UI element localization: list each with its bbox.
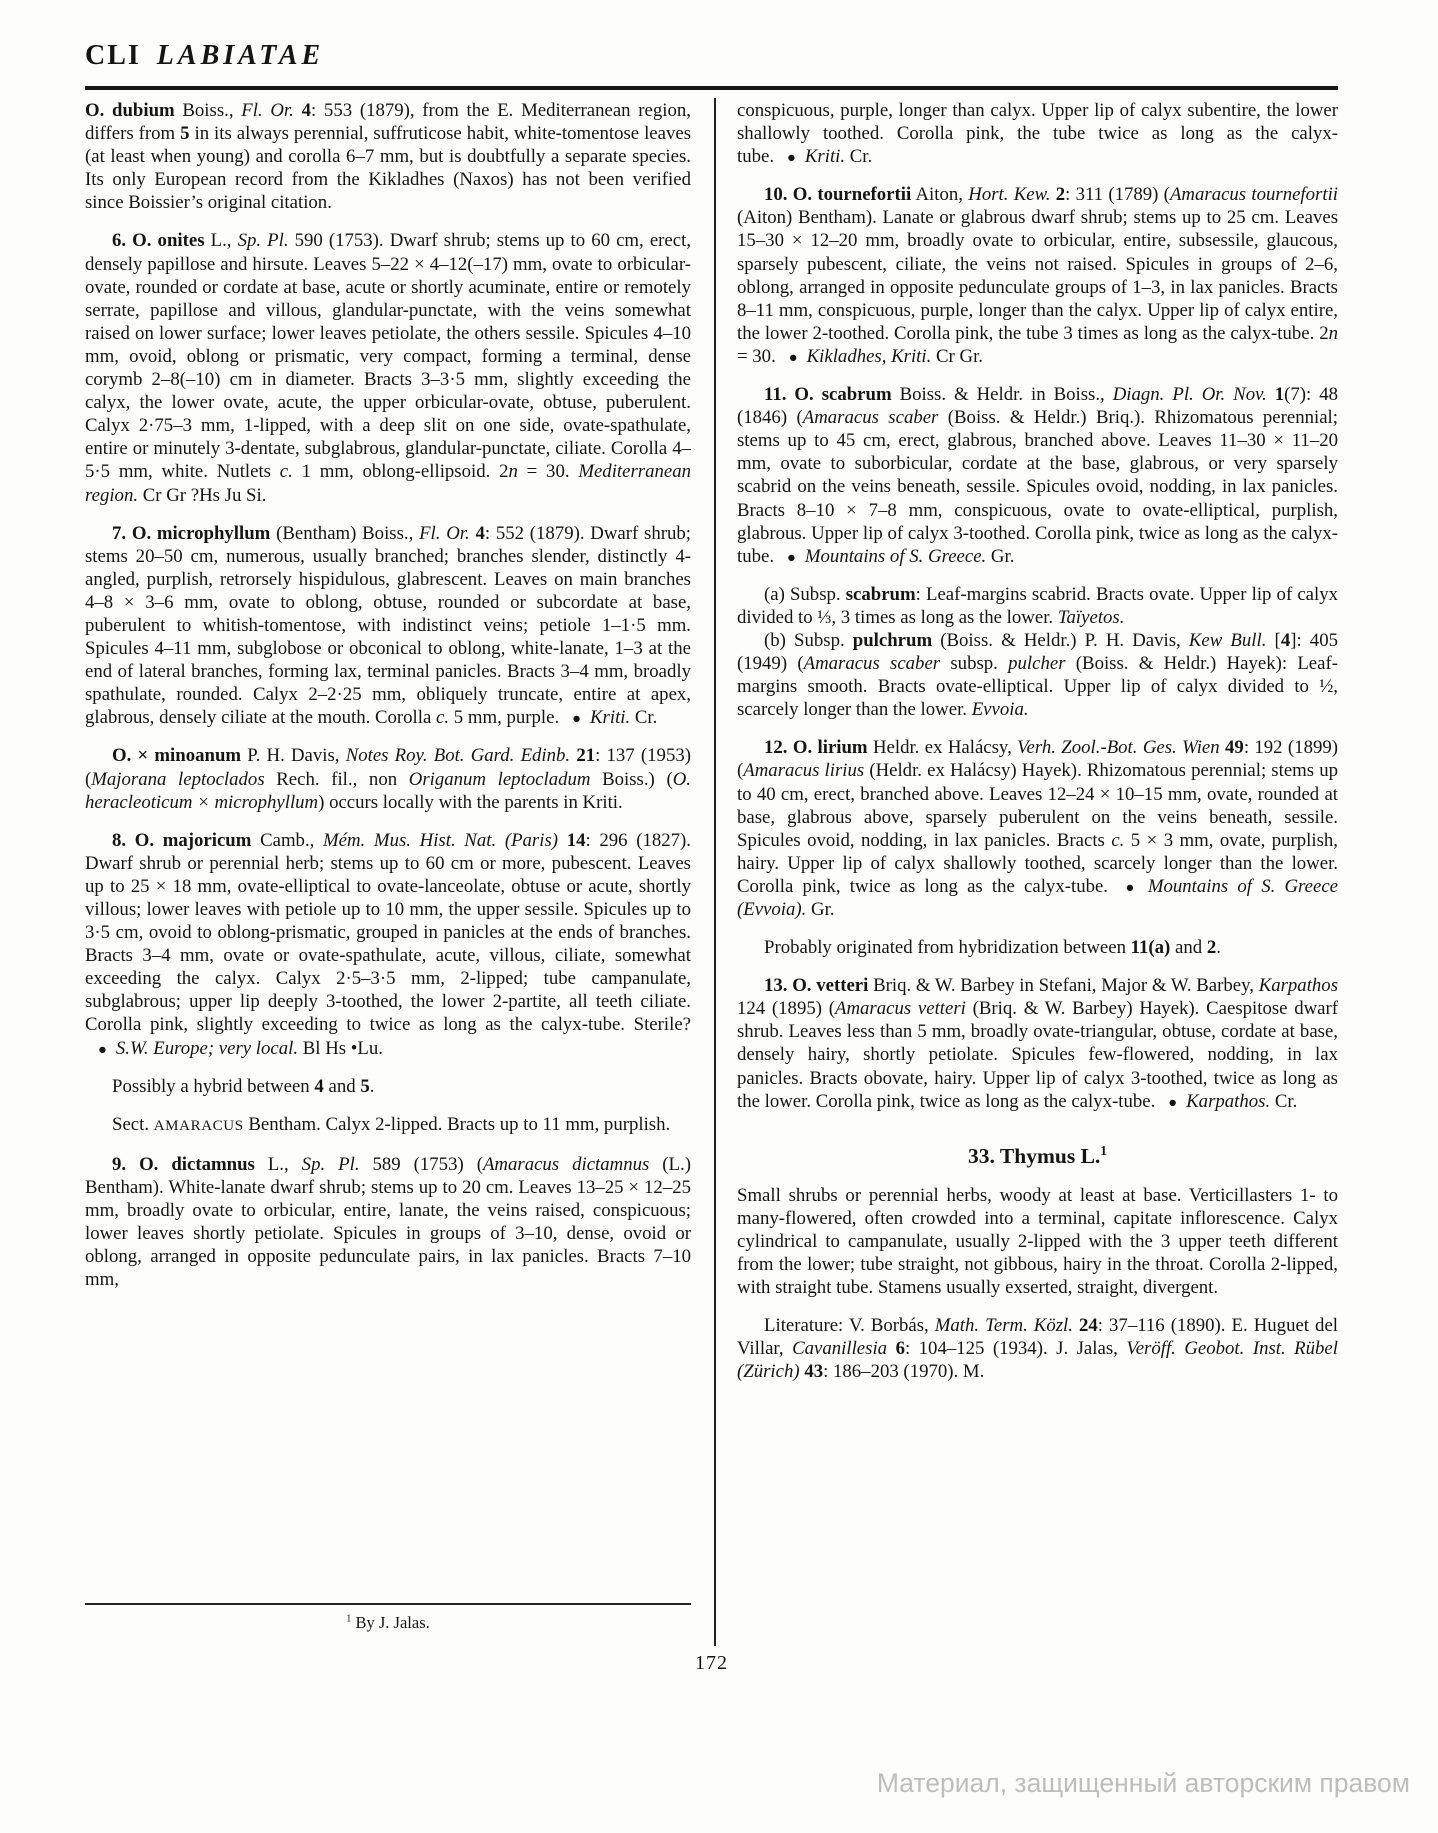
endemic-dot-symbol: ● bbox=[788, 349, 798, 366]
endemic-dot-symbol: ● bbox=[1121, 879, 1139, 896]
footnote bbox=[85, 1603, 691, 1647]
family-number: CLI bbox=[85, 40, 141, 71]
literature-paragraph: Literature: V. Borbás, Math. Term. Közl. 24: 37–116 (1890). E. Huguet del Villar, Cavanillesia 6: 104–125 (1934). J. Jalas, Veröff. Geobot. Inst. Rübel (Zürich) 43: 186–203 (1970). M. bbox=[737, 1315, 1338, 1383]
entry-o-dictamnus-continued: conspicuous, purple, longer than calyx. Upper lip of calyx subentire, the lower shallowly toothed. Corolla pink, the tube twice as long as the calyx-tube. ● Kriti. Cr. bbox=[737, 100, 1338, 168]
subsp-scabrum: (a) Subsp. scabrum: Leaf-margins scabrid. Bracts ovate. Upper lip of calyx divided to ⅓, 3 times as long as the lower. Taïyetos. bbox=[737, 583, 1338, 628]
entry-o-dictamnus: 9. O. dictamnus L., Sp. Pl. 589 (1753) (Amaracus dictamnus (L.) Bentham). White-lanate dwarf shrub; stems up to 20 cm. Leaves 13–25 × 12–25 mm, broadly ovate to orbicular, entire, lanate, the veins raised, conspicuous; lower leaves shortly petiolate. Spicules in groups of 3–10, dense, ovoid or oblong, arranged in opposite pedunculate pairs, in lax panicles. Bracts 7–10 mm, bbox=[85, 1153, 691, 1291]
footnote-text: By J. Jalas. bbox=[351, 1613, 430, 1632]
copyright-watermark: Материал, защищенный авторским правом bbox=[876, 1768, 1410, 1798]
genus-description-thymus: Small shrubs or perennial herbs, woody at least at base. Verticillasters 1- to many-flowered, often crowded into a terminal, capitate inflorescence. Calyx cylindrical to campanulate, usually 2-lipped with the 3 upper teeth different from the lower; tube straight, not gibbous, hairy in the throat. Corolla 2-lipped, with straight tube. Stamens usually exserted, straight, divergent. bbox=[737, 1184, 1338, 1299]
text-column-left bbox=[85, 99, 691, 1601]
footnote-marker: 1 bbox=[346, 1613, 352, 1625]
entry-o-microphyllum: 7. O. microphyllum (Bentham) Boiss., Fl. Or. 4: 552 (1879). Dwarf shrub; stems 20–50 cm, numerous, usually branched; branches slender, distinctly 4-angled, purplish, retrorsely hispidulous, glabrescent. Leaves on main branches 4–8 × 3–6 mm, ovate to oblong, obtuse, rounded or subcordate at base, puberulent to whitish-tomentose, with indistinct veins; petiole 1–1·5 mm. Spicules 4–11 mm, subglobose or obconical to oblong, white-lanate, 1–3 at the end of lateral branches, forming lax, terminal panicles. Bracts 3–4 mm, broadly spathulate, rounded. Calyx 2–2·25 mm, obliquely truncate, entire at apex, glabrous, densely ciliate at the mouth. Corolla c. 5 mm, purple. ● Kriti. Cr. bbox=[85, 522, 691, 729]
endemic-dot-symbol: ● bbox=[787, 549, 796, 566]
header-rule bbox=[85, 86, 1338, 90]
entry-o-onites: 6. O. onites L., Sp. Pl. 590 (1753). Dwarf shrub; stems up to 60 cm, erect, densely papillose and hirsute. Leaves 5–22 × 4–12(–17) mm, ovate to orbicular-ovate, rounded or cordate at base, acute or shortly acuminate, entire or remotely serrate, papillose and villous, glandular-punctate, with the veins somewhat raised on lower surface; lower leaves petiolate, the others sessile. Spicules 4–10 mm, ovoid, oblong or prismatic, very compact, forming a terminal, dense corymb 2–8(–10) cm in diameter. Bracts 3–3·5 mm, slightly exceeding the calyx, the lower ovate, acute, the upper orbicular-ovate, obtuse, puberulent. Calyx 2·75–3 mm, 1-lipped, with a deep slit on one side, ovate-spathulate, entire or minutely 3-dentate, subglabrous, glandular-punctate, ciliate. Corolla 4–5·5 mm, white. Nutlets c. 1 mm, oblong-ellipsoid. 2n = 30. Mediterranean region. Cr Gr ?Hs Ju Si. bbox=[85, 230, 691, 506]
section-amaracus: Sect. AMARACUS Bentham. Calyx 2-lipped. Bracts up to 11 mm, purplish. bbox=[112, 1113, 671, 1135]
note-hybridization: Probably originated from hybridization between 11(a) and 2. bbox=[764, 937, 1221, 959]
entry-o-lirium: 12. O. lirium Heldr. ex Halácsy, Verh. Zool.-Bot. Ges. Wien 49: 192 (1899) (Amaracus lirius (Heldr. ex Halácsy) Hayek). Rhizomatous perennial; stems up to 40 cm, erect, branched above. Leaves 12–24 × 10–15 mm, ovate, rounded at base, glabrous above, sparsely puberulent on the veins beneath, sessile. Spicules ovoid, nodding, in lax panicles. Bracts c. 5 × 3 mm, ovate, purplish, hairy. Upper lip of calyx shallowly toothed, scarcely longer than the lower. Corolla pink, twice as long as the calyx-tube. ● Mountains of S. Greece (Evvoia). Gr. bbox=[737, 737, 1338, 920]
entry-o-vetteri: 13. O. vetteri Briq. & W. Barbey in Stefani, Major & W. Barbey, Karpathos 124 (1895) (Amaracus vetteri (Briq. & W. Barbey) Hayek). Caespitose dwarf shrub. Leaves less than 5 mm, broadly ovate-triangular, obtuse, cordate at base, densely hairy, shortly petiolate. Spicules few-flowered, nodding, in lax panicles. Bracts obovate, hairy. Upper lip of calyx 3-toothed, twice as long as the lower. Corolla pink, twice as long as the calyx-tube. ● Karpathos. Cr. bbox=[737, 975, 1338, 1112]
subsp-pulchrum: (b) Subsp. pulchrum (Boiss. & Heldr.) P. H. Davis, Kew Bull. [4]: 405 (1949) (Amaracus scaber subsp. pulcher (Boiss. & Heldr.) Hayek): Leaf-margins smooth. Bracts ovate-elliptical. Upper lip of calyx divided to ½, scarcely longer than the lower. Evvoia. bbox=[737, 629, 1338, 721]
endemic-dot-symbol: ● bbox=[787, 150, 796, 167]
endemic-dot-symbol: ● bbox=[572, 711, 582, 728]
entry-o-majoricum: 8. O. majoricum Camb., Mém. Mus. Hist. Nat. (Paris) 14: 296 (1827). Dwarf shrub or perennial herb; stems up to 60 cm or more, pubescent. Leaves up to 25 × 18 mm, ovate-elliptical to ovate-lanceolate, obtuse or acute, shortly villous; lower leaves with petiole up to 10 mm, the upper sessile. Spicules up to 3·5 cm, ovoid to oblong-prismatic, grouped in panicles at the ends of branches. Bracts 3–4 mm, ovate or ovate-spathulate, acute, villous, ciliate, somewhat exceeding the calyx. Calyx 2·5–3·5 mm, 2-lipped; tube campanulate, subglabrous; upper lip deeply 3-toothed, the lower 2-partite, all teeth ciliate. Corolla pink, slightly exceeding to twice as long as the calyx-tube. Sterile?● S.W. Europe; very local. Bl Hs •Lu. bbox=[85, 829, 691, 1059]
genus-heading-thymus: 33. Thymus L.$^1$ bbox=[968, 1142, 1107, 1168]
column-divider-rule bbox=[714, 98, 716, 1646]
endemic-dot-symbol: ● bbox=[1168, 1094, 1178, 1111]
entry-o-minoanum: O. × minoanum P. H. Davis, Notes Roy. Bot. Gard. Edinb. 21: 137 (1953) (Majorana leptoclados Rech. fil., non Origanum leptocladum Boiss.) (O. heracleoticum × microphyllum) occurs locally with the parents in Kriti. bbox=[85, 745, 691, 813]
entry-o-dubium: O. dubium Boiss., Fl. Or. 4: 553 (1879), from the E. Mediterranean region, differs from 5 in its always perennial, suffruticose habit, white-tomentose leaves (at least when young) and corolla 6–7 mm, but is doubtfully a separate species. Its only European record from the Kikladhes (Naxos) has not been verified since Boissier’s original citation. bbox=[85, 100, 691, 214]
note-hybrid: Possibly a hybrid between 4 and 5. bbox=[112, 1075, 375, 1097]
entry-o-tournefortii: 10. O. tournefortii Aiton, Hort. Kew. 2: 311 (1789) (Amaracus tournefortii (Aiton) Bentham). Lanate or glabrous dwarf shrub; stems up to 25 cm. Leaves 15–30 × 12–20 mm, broadly ovate to orbicular, entire, subsessile, glaucous, sparsely pubescent, ciliate, the veins not raised. Spicules in groups of 2–6, oblong, arranged in opposite pedunculate groups of 1–3, in lax panicles. Bracts 8–11 mm, conspicuous, purple, longer than the calyx. Upper lip of calyx entire, the lower 2-toothed. Corolla pink, the tube 3 times as long as the calyx-tube. 2n = 30. ● Kikladhes, Kriti. Cr Gr. bbox=[737, 184, 1338, 367]
page-header bbox=[85, 40, 324, 72]
text-column-right bbox=[737, 99, 1338, 1667]
entry-o-scabrum: 11. O. scabrum Boiss. & Heldr. in Boiss., Diagn. Pl. Or. Nov. 1(7): 48 (1846) (Amaracus scaber (Boiss. & Heldr.) Briq.). Rhizomatous perennial; stems up to 45 cm, erect, glabrous, branched above. Leaves 11–30 × 11–20 mm, ovate to suborbicular, cordate at the base, glabrous, or very sparsely scabrid on the veins beneath, sessile. Spicules ovoid, nodding, in lax panicles. Bracts 8–10 × 7–8 mm, conspicuous, ovate to ovate-elliptical, purplish, glabrous. Upper lip of calyx 3-toothed. Corolla pink, twice as long as the calyx-tube. ● Mountains of S. Greece. Gr. bbox=[737, 384, 1338, 567]
family-name: LABIATAE bbox=[156, 40, 325, 71]
page-number: 172 bbox=[695, 1652, 728, 1674]
endemic-dot-symbol: ● bbox=[98, 1041, 107, 1058]
